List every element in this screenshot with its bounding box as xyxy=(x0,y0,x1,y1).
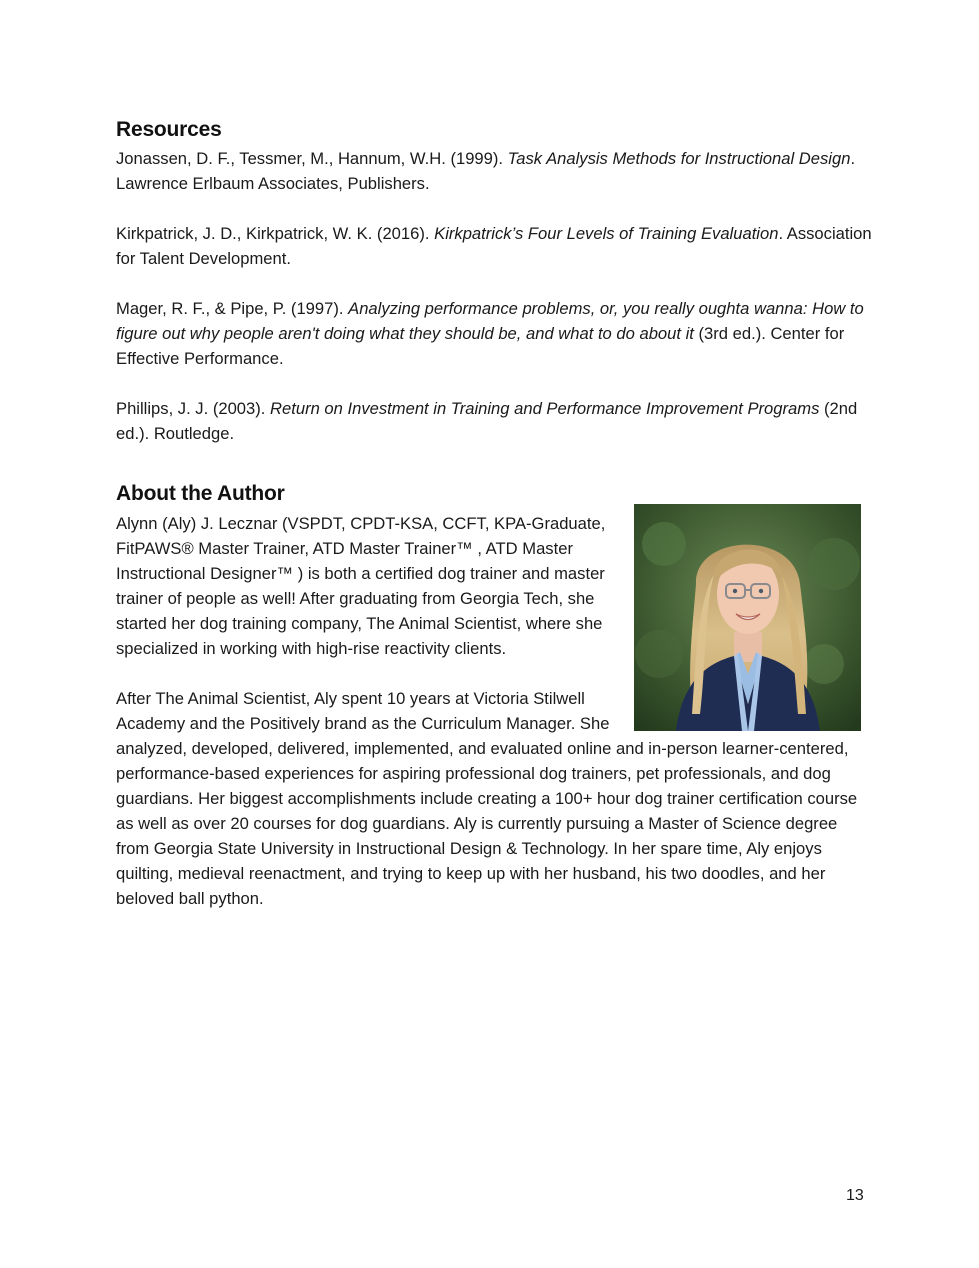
about-author-heading: About the Author xyxy=(116,482,285,505)
page-number: 13 xyxy=(846,1187,864,1204)
reference-title: Analyzing performance problems, or, you really oughta wanna: How to figure out why people aren't doing what they should be, and what to do about it xyxy=(116,299,864,343)
reference-item: Phillips, J. J. (2003). Return on Investment in Training and Performance Improvement Programs (2nd ed.). Routledge. xyxy=(116,399,858,443)
reference-item: Kirkpatrick, J. D., Kirkpatrick, W. K. (2016). Kirkpatrick’s Four Levels of Training Evaluation. Association for Talent Development. xyxy=(116,224,872,268)
reference-item: Jonassen, D. F., Tessmer, M., Hannum, W.H. (1999). Task Analysis Methods for Instructional Design. Lawrence Erlbaum Associates, Publishers. xyxy=(116,149,856,193)
reference-title: Task Analysis Methods for Instructional Design xyxy=(507,149,851,168)
author-bio xyxy=(116,511,861,936)
reference-title: Return on Investment in Training and Performance Improvement Programs xyxy=(270,399,820,418)
author-photo xyxy=(634,504,861,731)
reference-item: Mager, R. F., & Pipe, P. (1997). Analyzing performance problems, or, you really oughta wanna: How to figure out why people aren't doing what they should be, and what to do about it (3rd ed.). Center for Effective Performance. xyxy=(116,299,864,368)
resources-heading: Resources xyxy=(116,118,222,141)
reference-list xyxy=(116,146,876,471)
reference-title: Kirkpatrick’s Four Levels of Training Evaluation xyxy=(434,224,779,243)
author-bio-paragraph: After The Animal Scientist, Aly spent 10 years at Victoria Stilwell Academy and the Positively brand as the Curriculum Manager. She analyzed, developed, delivered, implemented, and evaluated online and in-person learner-centered, performance-based experiences for aspiring professional dog trainers, pet professionals, and dog guardians. Her biggest accomplishments include creating a 100+ hour dog trainer certification course as well as over 20 courses for dog guardians. Aly is currently pursuing a Master of Science degree from Georgia State University in Instructional Design & Technology. In her spare time, Aly enjoys quilting, medieval reenactment, and trying to keep up with her husband, his two doodles, and her beloved ball python. xyxy=(116,689,858,908)
author-portrait-icon xyxy=(634,504,861,731)
author-bio-paragraph: Alynn (Aly) J. Lecznar (VSPDT, CPDT-KSA, CCFT, KPA-Graduate, FitPAWS® Master Trainer, ATD Master Trainer™ , ATD Master Instructional Designer™ ) is both a certified dog trainer and master trainer of people as well! After graduating from Georgia Tech, she started her dog training company, The Animal Scientist, where she specialized in working with high-rise reactivity clients. xyxy=(116,514,606,658)
